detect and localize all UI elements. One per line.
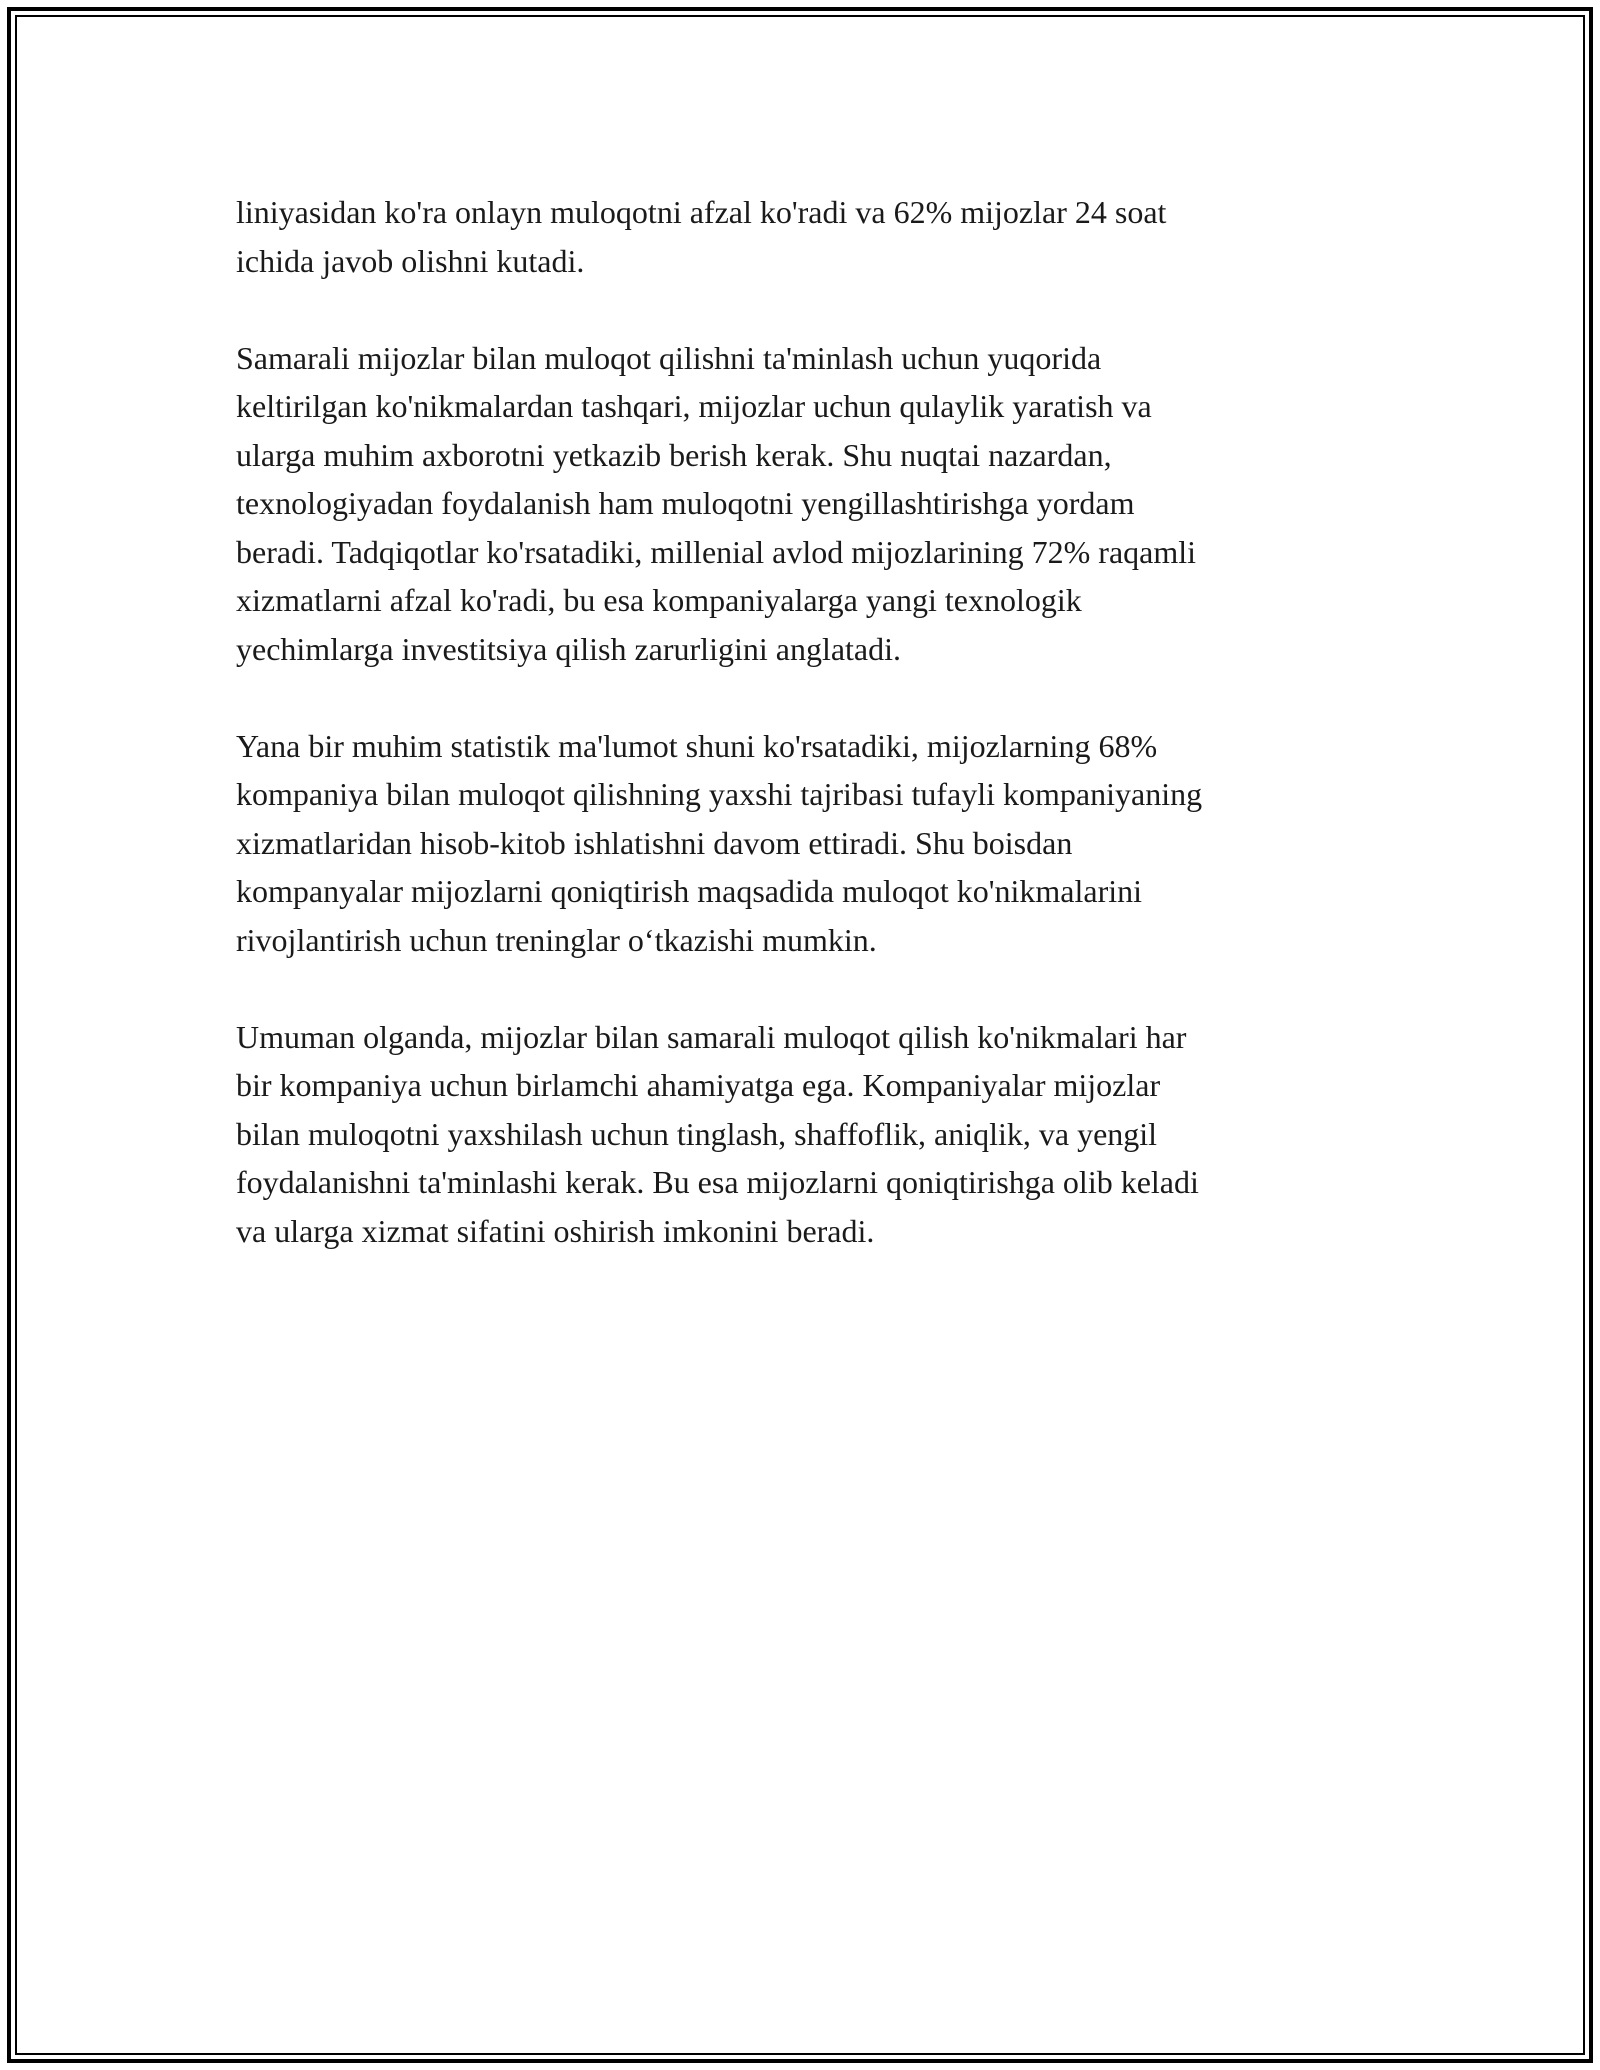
text-line: ichida javob olishni kutadi. <box>236 242 585 279</box>
text-line: keltirilgan ko'nikmalardan tashqari, mijozlar uchun qulaylik yaratish va <box>236 388 1152 424</box>
text-line: xizmatlaridan hisob-kitob ishlatishni davom ettiradi. Shu boisdan <box>236 824 1073 861</box>
paragraph-4 <box>236 1013 1364 1256</box>
text-line: Yana bir muhim statistik ma'lumot shuni ko'rsatadiki, mijozlarning 68% <box>236 727 1158 764</box>
text-line: beradi. Tadqiqotlar ko'rsatadiki, millenial avlod mijozlarining 72% raqamli <box>236 533 1197 570</box>
text-line: Samarali mijozlar bilan muloqot qilishni ta'minlash uchun yuqorida <box>236 339 1102 376</box>
text-line: kompanyalar mijozlarni qoniqtirish maqsadida muloqot ko'nikmalarini <box>236 873 1143 909</box>
paragraph-2 <box>236 334 1364 674</box>
paragraph-1 <box>236 188 1364 285</box>
text-line: kompaniya bilan muloqot qilishning yaxshi tajribasi tufayli kompaniyaning <box>236 776 1203 812</box>
text-line: liniyasidan ko'ra onlayn muloqotni afzal ko'radi va 62% mijozlar 24 soat <box>236 194 1167 230</box>
text-line: ularga muhim axborotni yetkazib berish kerak. Shu nuqtai nazardan, <box>236 436 1112 473</box>
text-line: yechimlarga investitsiya qilish zarurligini anglatadi. <box>236 630 902 667</box>
document-body <box>236 188 1364 1304</box>
text-line: bilan muloqotni yaxshilash uchun tinglash, shaffoflik, aniqlik, va yengil <box>236 1115 1158 1152</box>
text-line: Umuman olganda, mijozlar bilan samarali muloqot qilish ko'nikmalari har <box>236 1018 1187 1055</box>
text-line: va ularga xizmat sifatini oshirish imkonini beradi. <box>236 1212 875 1249</box>
text-line: texnologiyadan foydalanish ham muloqotni yengillashtirishga yordam <box>236 485 1135 521</box>
text-line: foydalanishni ta'minlashi kerak. Bu esa mijozlarni qoniqtirishga olib keladi <box>236 1164 1199 1200</box>
text-line: xizmatlarni afzal ko'radi, bu esa kompaniyalarga yangi texnologik <box>236 582 1082 618</box>
text-line: bir kompaniya uchun birlamchi ahamiyatga ega. Kompaniyalar mijozlar <box>236 1067 1161 1103</box>
text-line: rivojlantirish uchun treninglar o‘tkazishi mumkin. <box>236 921 877 958</box>
paragraph-3 <box>236 722 1364 965</box>
